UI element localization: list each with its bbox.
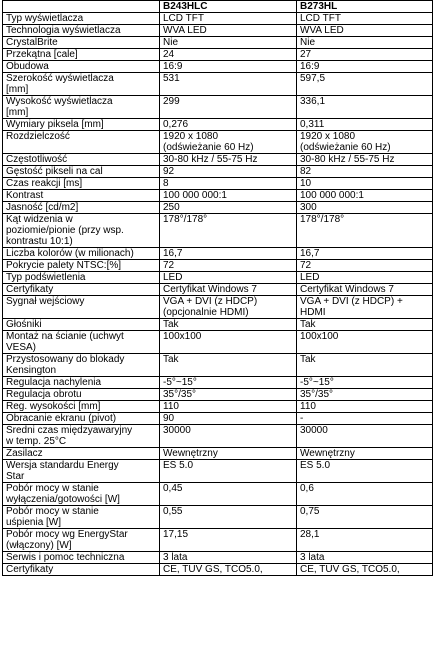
table-row [3, 260, 433, 272]
table-row [3, 49, 433, 61]
spec-value-b273hl: 72 [297, 260, 433, 272]
spec-label: Przekątna [cale] [3, 49, 160, 61]
spec-value-b243hlc: Certyfikat Windows 7 [160, 284, 297, 296]
spec-value-b243hlc: LED [160, 272, 297, 284]
spec-value-b243hlc: 178°/178° [160, 214, 297, 248]
header-model-b243hlc: B243HLC [160, 1, 297, 13]
spec-label: Rozdzielczość [3, 131, 160, 154]
spec-value-b243hlc: 110 [160, 401, 297, 413]
spec-value-b273hl: 27 [297, 49, 433, 61]
spec-label: Pokrycie palety NTSC:[%] [3, 260, 160, 272]
spec-value-b243hlc: 72 [160, 260, 297, 272]
header-model-b273hl: B273HL [297, 1, 433, 13]
spec-value-b273hl: LED [297, 272, 433, 284]
table-row [3, 248, 433, 260]
spec-label: Wersja standardu Energy Star [3, 460, 160, 483]
spec-label: Kontrast [3, 190, 160, 202]
spec-value-b273hl: Tak [297, 319, 433, 331]
spec-label: Pobór mocy w stanie uśpienia [W] [3, 506, 160, 529]
table-row [3, 284, 433, 296]
spec-value-b243hlc: 8 [160, 178, 297, 190]
table-row [3, 131, 433, 154]
spec-value-b243hlc: WVA LED [160, 25, 297, 37]
spec-body [3, 13, 433, 576]
spec-value-b243hlc: 35°/35° [160, 389, 297, 401]
spec-label: Obracanie ekranu (pivot) [3, 413, 160, 425]
spec-label: Pobór mocy w stanie wyłączenia/gotowości [W] [3, 483, 160, 506]
spec-value-b243hlc: 250 [160, 202, 297, 214]
spec-value-b273hl: 16,7 [297, 248, 433, 260]
spec-value-b273hl: 100x100 [297, 331, 433, 354]
spec-value-b243hlc: 30000 [160, 425, 297, 448]
spec-value-b243hlc: 17,15 [160, 529, 297, 552]
spec-value-b273hl: 0,6 [297, 483, 433, 506]
spec-label: Częstotliwość [3, 154, 160, 166]
spec-value-b243hlc: -5°~15° [160, 377, 297, 389]
spec-value-b273hl: WVA LED [297, 25, 433, 37]
spec-value-b243hlc: 16,7 [160, 248, 297, 260]
spec-value-b273hl: 82 [297, 166, 433, 178]
spec-value-b243hlc: 24 [160, 49, 297, 61]
table-row [3, 190, 433, 202]
spec-label: Przystosowany do blokady Kensington [3, 354, 160, 377]
table-row [3, 25, 433, 37]
spec-value-b243hlc: 16:9 [160, 61, 297, 73]
table-row [3, 529, 433, 552]
header-row [3, 1, 433, 13]
spec-value-b273hl: 100 000 000:1 [297, 190, 433, 202]
spec-value-b273hl: 110 [297, 401, 433, 413]
spec-label: Zasilacz [3, 448, 160, 460]
table-row [3, 272, 433, 284]
spec-value-b273hl: 35°/35° [297, 389, 433, 401]
spec-label: Szerokość wyświetlacza [mm] [3, 73, 160, 96]
table-row [3, 154, 433, 166]
spec-value-b273hl: ES 5.0 [297, 460, 433, 483]
spec-value-b273hl: 597,5 [297, 73, 433, 96]
spec-label: Certyfikaty [3, 564, 160, 576]
spec-value-b273hl: 10 [297, 178, 433, 190]
spec-table [2, 0, 433, 576]
spec-value-b273hl: Nie [297, 37, 433, 49]
spec-value-b243hlc: ES 5.0 [160, 460, 297, 483]
spec-value-b243hlc: Tak [160, 354, 297, 377]
spec-value-b243hlc: 0,276 [160, 119, 297, 131]
spec-value-b273hl: -5°~15° [297, 377, 433, 389]
table-row [3, 37, 433, 49]
spec-value-b273hl: 336,1 [297, 96, 433, 119]
table-row [3, 13, 433, 25]
spec-label: Pobór mocy wg EnergyStar (włączony) [W] [3, 529, 160, 552]
table-row [3, 296, 433, 319]
spec-label: Typ podświetlenia [3, 272, 160, 284]
spec-label: Jasność [cd/m2] [3, 202, 160, 214]
spec-value-b243hlc: LCD TFT [160, 13, 297, 25]
table-row [3, 119, 433, 131]
spec-value-b243hlc: Nie [160, 37, 297, 49]
spec-value-b243hlc: Tak [160, 319, 297, 331]
spec-label: Głośniki [3, 319, 160, 331]
header-spec-name [3, 1, 160, 13]
table-row [3, 319, 433, 331]
table-row [3, 413, 433, 425]
table-row [3, 389, 433, 401]
table-row [3, 460, 433, 483]
spec-value-b273hl: 30000 [297, 425, 433, 448]
spec-value-b273hl: Certyfikat Windows 7 [297, 284, 433, 296]
table-row [3, 506, 433, 529]
table-row [3, 73, 433, 96]
table-row [3, 401, 433, 413]
spec-label: Czas reakcji [ms] [3, 178, 160, 190]
table-row [3, 214, 433, 248]
spec-value-b243hlc: 100 000 000:1 [160, 190, 297, 202]
spec-value-b243hlc: 3 lata [160, 552, 297, 564]
spec-label: Regulacja obrotu [3, 389, 160, 401]
spec-label: Obudowa [3, 61, 160, 73]
spec-value-b273hl: 0,75 [297, 506, 433, 529]
spec-label: Średni czas międzyawaryjny w temp. 25°C [3, 425, 160, 448]
spec-value-b273hl: 300 [297, 202, 433, 214]
spec-value-b273hl: Wewnętrzny [297, 448, 433, 460]
spec-label: Reg. wysokości [mm] [3, 401, 160, 413]
spec-label: Liczba kolorów (w milionach) [3, 248, 160, 260]
table-row [3, 564, 433, 576]
spec-label: CrystalBrite [3, 37, 160, 49]
table-row [3, 448, 433, 460]
spec-label: Gęstość pikseli na cal [3, 166, 160, 178]
table-row [3, 202, 433, 214]
spec-value-b243hlc: 0,45 [160, 483, 297, 506]
spec-value-b243hlc: 299 [160, 96, 297, 119]
table-row [3, 166, 433, 178]
table-row [3, 425, 433, 448]
spec-value-b243hlc: VGA + DVI (z HDCP) (opcjonalnie HDMI) [160, 296, 297, 319]
table-row [3, 483, 433, 506]
spec-value-b243hlc: 0,55 [160, 506, 297, 529]
spec-label: Sygnał wejściowy [3, 296, 160, 319]
table-row [3, 61, 433, 73]
spec-value-b273hl: Tak [297, 354, 433, 377]
spec-label: Regulacja nachylenia [3, 377, 160, 389]
spec-value-b243hlc: Wewnętrzny [160, 448, 297, 460]
spec-label: Technologia wyświetlacza [3, 25, 160, 37]
spec-value-b273hl: CE, TUV GS, TCO5.0, [297, 564, 433, 576]
spec-label: Kąt widzenia w poziomie/pionie (przy wsp. kontrastu 10:1) [3, 214, 160, 248]
table-row [3, 354, 433, 377]
spec-label: Wymiary piksela [mm] [3, 119, 160, 131]
spec-label: Wysokość wyświetlacza [mm] [3, 96, 160, 119]
spec-value-b273hl: 1920 x 1080 (odświeżanie 60 Hz) [297, 131, 433, 154]
table-row [3, 178, 433, 190]
table-row [3, 331, 433, 354]
spec-value-b273hl: 28,1 [297, 529, 433, 552]
spec-value-b273hl: 3 lata [297, 552, 433, 564]
spec-label: Serwis i pomoc techniczna [3, 552, 160, 564]
spec-value-b273hl: 30-80 kHz / 55-75 Hz [297, 154, 433, 166]
spec-value-b243hlc: 30-80 kHz / 55-75 Hz [160, 154, 297, 166]
spec-value-b273hl: 16:9 [297, 61, 433, 73]
table-row [3, 377, 433, 389]
spec-value-b243hlc: 1920 x 1080 (odświeżanie 60 Hz) [160, 131, 297, 154]
spec-value-b243hlc: 100x100 [160, 331, 297, 354]
spec-label: Typ wyświetlacza [3, 13, 160, 25]
spec-label: Montaż na ścianie (uchwyt VESA) [3, 331, 160, 354]
spec-value-b273hl: 178°/178° [297, 214, 433, 248]
table-row [3, 96, 433, 119]
spec-value-b273hl: LCD TFT [297, 13, 433, 25]
spec-value-b243hlc: CE, TUV GS, TCO5.0, [160, 564, 297, 576]
spec-value-b273hl: 0,311 [297, 119, 433, 131]
spec-label: Certyfikaty [3, 284, 160, 296]
spec-value-b243hlc: 531 [160, 73, 297, 96]
table-row [3, 552, 433, 564]
spec-value-b243hlc: 92 [160, 166, 297, 178]
spec-value-b273hl: - [297, 413, 433, 425]
spec-value-b243hlc: 90 [160, 413, 297, 425]
spec-value-b273hl: VGA + DVI (z HDCP) + HDMI [297, 296, 433, 319]
